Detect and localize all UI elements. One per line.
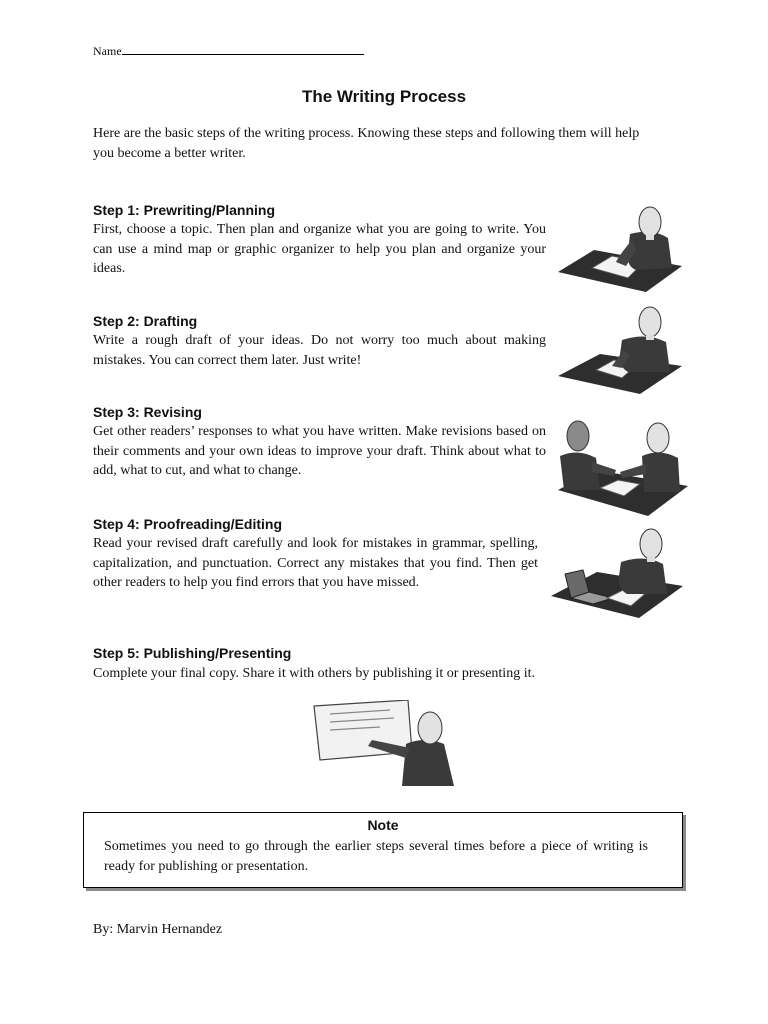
note-box bbox=[83, 812, 683, 888]
proofreading-figure-illustration bbox=[549, 526, 683, 620]
step-3-heading: Step 3: Revising bbox=[93, 404, 202, 420]
presenting-figure-illustration bbox=[310, 700, 460, 790]
name-blank-line bbox=[122, 43, 364, 55]
step-2-heading: Step 2: Drafting bbox=[93, 313, 198, 329]
name-label: Name bbox=[93, 44, 122, 58]
intro-paragraph: Here are the basic steps of the writing process. Knowing these steps and following them will help you become a better writer. bbox=[93, 126, 640, 161]
author-byline: By: Marvin Hernandez bbox=[93, 922, 223, 937]
step-1-body: First, choose a topic. Then plan and organize what you are going to write. You can use a mind map or graphic organizer to help you plan and organize your ideas. bbox=[93, 222, 546, 276]
name-field bbox=[93, 43, 364, 59]
drafting-figure-illustration bbox=[556, 304, 682, 398]
step-5-body: Complete your final copy. Share it with others by publishing it or presenting it. bbox=[93, 666, 535, 681]
step-2-body: Write a rough draft of your ideas. Do not worry too much about making mistakes. You can correct them later. Just write! bbox=[93, 333, 546, 368]
planning-figure-illustration bbox=[556, 206, 682, 298]
step-5-heading: Step 5: Publishing/Presenting bbox=[93, 645, 292, 661]
page-title: The Writing Process bbox=[301, 87, 467, 106]
revising-figures-illustration bbox=[556, 418, 688, 518]
step-4-heading: Step 4: Proofreading/Editing bbox=[93, 516, 283, 532]
step-4-body: Read your revised draft carefully and look for mistakes in grammar, spelling, capitalization, and punctuation. Correct any mistakes that you find. Then get other readers to help you find errors that you have missed. bbox=[93, 536, 538, 590]
note-body: Sometimes you need to go through the earlier steps several times before a piece of writing is ready for publishing or presentation. bbox=[104, 839, 648, 874]
step-1-heading: Step 1: Prewriting/Planning bbox=[93, 202, 276, 218]
note-title: Note bbox=[367, 817, 399, 833]
step-3-body: Get other readers’ responses to what you have written. Make revisions based on their comments and your own ideas to improve your draft. Think about what to add, what to cut, and what to change. bbox=[93, 424, 546, 478]
